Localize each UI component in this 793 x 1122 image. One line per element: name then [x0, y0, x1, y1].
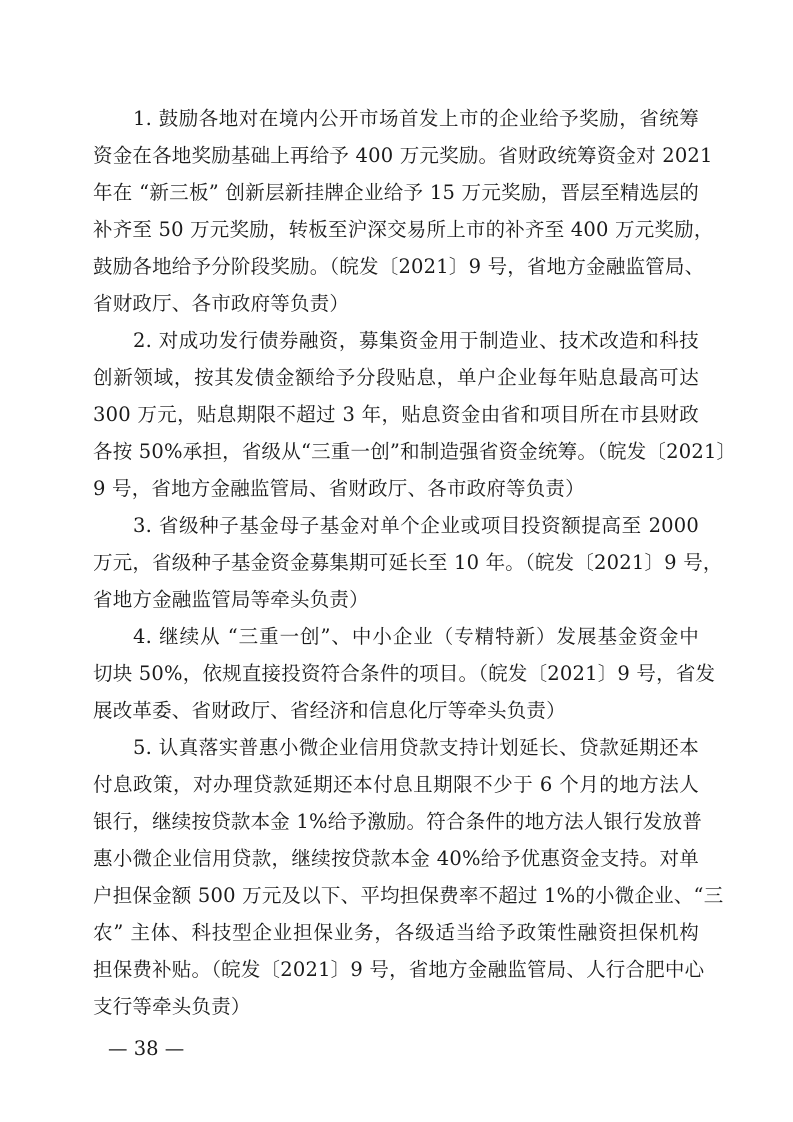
paragraph-2-line-5: 9 号，省地方金融监管局、省财政厅、各市政府等负责） — [93, 477, 585, 500]
paragraph-2-line-3: 300 万元，贴息期限不超过 3 年，贴息资金由省和项目所在市县财政 — [93, 403, 699, 426]
page-number: — 38 — — [108, 1037, 185, 1060]
paragraph-3-line-3: 省地方金融监管局等牵头负责） — [93, 588, 369, 611]
paragraph-5-line-3: 银行，继续按贷款本金 1%给予激励。符合条件的地方法人银行发放普 — [93, 810, 703, 833]
paragraph-2-line-2: 创新领域，按其发债金额给予分段贴息，单户企业每年贴息最高可达 — [93, 366, 699, 389]
paragraph-5-line-5: 户担保金额 500 万元及以下、平均担保费率不超过 1%的小微企业、“三 — [93, 884, 724, 907]
paragraph-4-line-2: 切块 50%，依规直接投资符合条件的项目。（皖发〔2021〕9 号，省发 — [93, 662, 716, 685]
paragraph-1-line-1: 1. 鼓励各地对在境内公开市场首发上市的企业给予奖励，省统筹 — [133, 107, 699, 130]
paragraph-1-line-3: 年在 “新三板” 创新层新挂牌企业给予 15 万元奖励，晋层至精选层的 — [93, 181, 699, 204]
paragraph-2-line-1: 2. 对成功发行债券融资，募集资金用于制造业、技术改造和科技 — [133, 329, 699, 352]
paragraph-5-line-8: 支行等牵头负责） — [93, 995, 251, 1018]
paragraph-1-line-2: 资金在各地奖励基础上再给予 400 万元奖励。省财政统筹资金对 2021 — [93, 144, 713, 167]
paragraph-5-line-1: 5. 认真落实普惠小微企业信用贷款支持计划延长、贷款延期还本 — [133, 736, 699, 759]
paragraph-3-line-1: 3. 省级种子基金母子基金对单个企业或项目投资额提高至 2000 — [133, 514, 699, 537]
paragraph-4-line-3: 展改革委、省财政厅、省经济和信息化厅等牵头负责） — [93, 699, 566, 722]
paragraph-5-line-6: 农” 主体、科技型企业担保业务，各级适当给予政策性融资担保机构 — [93, 921, 699, 944]
paragraph-1-line-6: 省财政厅、各市政府等负责） — [93, 292, 350, 315]
paragraph-2-line-4: 各按 50%承担，省级从“三重一创”和制造强省资金统筹。（皖发〔2021〕 — [93, 440, 737, 463]
paragraph-3-line-2: 万元，省级种子基金资金募集期可延长至 10 年。（皖发〔2021〕9 号， — [93, 551, 723, 574]
paragraph-5-line-4: 惠小微企业信用贷款，继续按贷款本金 40%给予优惠资金支持。对单 — [93, 847, 699, 870]
paragraph-1-line-5: 鼓励各地给予分阶段奖励。（皖发〔2021〕9 号，省地方金融监管局、 — [93, 255, 705, 278]
paragraph-1-line-4: 补齐至 50 万元奖励，转板至沪深交易所上市的补齐至 400 万元奖励， — [93, 218, 714, 241]
paragraph-4-line-1: 4. 继续从 “三重一创”、中小企业（专精特新）发展基金资金中 — [133, 625, 699, 648]
paragraph-5-line-2: 付息政策，对办理贷款延期还本付息且期限不少于 6 个月的地方法人 — [93, 773, 699, 796]
paragraph-5-line-7: 担保费补贴。（皖发〔2021〕9 号，省地方金融监管局、人行合肥中心 — [93, 958, 705, 981]
